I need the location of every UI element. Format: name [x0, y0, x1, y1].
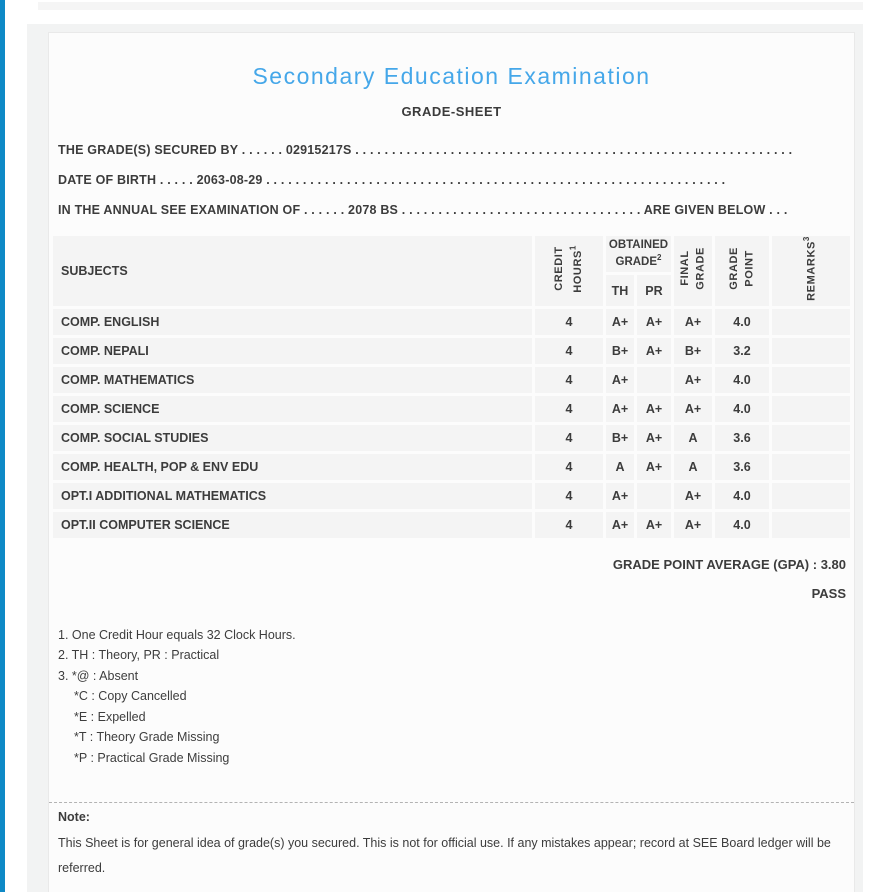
remarks-cell	[772, 338, 850, 364]
note-text: This Sheet is for general idea of grade(s) you secured. This is not for official use. If any mistakes appear; record at SEE Board ledger will be referred.	[58, 836, 831, 876]
credit-hours-cell: 4	[535, 396, 603, 422]
remarks-cell	[772, 367, 850, 393]
note-label: Note:	[58, 810, 90, 825]
remarks-cell	[772, 425, 850, 451]
col-header-grade-point	[715, 236, 769, 306]
content-panel	[27, 24, 863, 892]
table-row	[53, 512, 850, 538]
footnote-line: 2. TH : Theory, PR : Practical	[58, 648, 220, 663]
pr-grade-cell	[637, 483, 671, 509]
table-row	[53, 425, 850, 451]
subject-cell: COMP. NEPALI	[53, 338, 532, 364]
th-grade-cell: A+	[606, 309, 634, 335]
examination-line: IN THE ANNUAL SEE EXAMINATION OF . . . . . . 2078 BS . . . . . . . . . . . . . . . . . . . . . . . . . . . . . . . . . ARE GIVEN BELOW . . .	[58, 203, 788, 217]
col-header-remarks	[772, 236, 850, 306]
grade-point-cell: 4.0	[715, 396, 769, 422]
subject-cell: COMP. HEALTH, POP & ENV EDU	[53, 454, 532, 480]
gpa-line	[49, 557, 846, 572]
table-row	[53, 396, 850, 422]
top-band	[38, 2, 863, 10]
pr-grade-cell: A+	[637, 454, 671, 480]
student-info	[58, 135, 846, 225]
table-row	[53, 483, 850, 509]
gpa-label: GRADE POINT AVERAGE (GPA) :	[612, 556, 818, 572]
grades-table-body	[53, 309, 850, 538]
subject-cell: OPT.II COMPUTER SCIENCE	[53, 512, 532, 538]
col-header-credit-hours	[535, 236, 603, 306]
col-header-obtained-grade: OBTAINED GRADE$^2$	[606, 236, 671, 272]
final-grade-cell: A	[674, 454, 712, 480]
gpa-value: 3.80	[820, 556, 846, 572]
grades-table	[50, 233, 853, 541]
pr-grade-cell: A+	[637, 425, 671, 451]
result-status: PASS	[811, 585, 846, 601]
grade-point-cell: 4.0	[715, 309, 769, 335]
grade-point-vertical-label: GRADE POINT	[727, 247, 755, 290]
th-grade-cell: B+	[606, 338, 634, 364]
table-row	[53, 367, 850, 393]
footnote-line: *P : Practical Grade Missing	[74, 750, 230, 765]
credit-hours-cell: 4	[535, 454, 603, 480]
footnote-line: *E : Expelled	[74, 709, 146, 724]
pr-grade-cell: A+	[637, 338, 671, 364]
table-row	[53, 454, 850, 480]
pr-grade-cell: A+	[637, 309, 671, 335]
credit-hours-cell: 4	[535, 309, 603, 335]
subject-cell: COMP. MATHEMATICS	[53, 367, 532, 393]
left-accent-stripe	[0, 0, 5, 892]
table-row	[53, 338, 850, 364]
page-title: Secondary Education Examination	[252, 63, 651, 89]
footnote-line: 3. *@ : Absent	[58, 668, 139, 683]
grade-point-cell: 3.6	[715, 454, 769, 480]
grade-point-cell: 3.2	[715, 338, 769, 364]
footnote-line: *C : Copy Cancelled	[74, 689, 187, 704]
sheet-subtitle: GRADE-SHEET	[401, 104, 502, 119]
final-grade-cell: A+	[674, 309, 712, 335]
th-grade-cell: A+	[606, 483, 634, 509]
th-grade-cell: A+	[606, 512, 634, 538]
remarks-cell	[772, 396, 850, 422]
subject-cell: COMP. ENGLISH	[53, 309, 532, 335]
note-separator	[49, 802, 854, 803]
table-row	[53, 309, 850, 335]
col-header-th: TH	[606, 275, 634, 305]
subject-cell: OPT.I ADDITIONAL MATHEMATICS	[53, 483, 532, 509]
grade-point-cell: 4.0	[715, 367, 769, 393]
remarks-cell	[772, 309, 850, 335]
col-header-final-grade	[674, 236, 712, 306]
grade-point-cell: 4.0	[715, 483, 769, 509]
col-header-pr: PR	[637, 275, 671, 305]
credit-hours-cell: 4	[535, 367, 603, 393]
credit-hours-vertical-label: CREDIT HOURS$^1$	[552, 244, 584, 293]
remarks-vertical-label: REMARKS$^3$	[802, 236, 819, 301]
footnote-line: *T : Theory Grade Missing	[74, 730, 220, 745]
final-grade-cell: A+	[674, 396, 712, 422]
credit-hours-cell: 4	[535, 483, 603, 509]
final-grade-cell: A+	[674, 512, 712, 538]
footnote-line: 1. One Credit Hour equals 32 Clock Hours.	[58, 627, 296, 642]
th-grade-cell: B+	[606, 425, 634, 451]
footnotes	[58, 625, 854, 769]
remarks-cell	[772, 512, 850, 538]
credit-hours-cell: 4	[535, 338, 603, 364]
col-header-subjects: SUBJECTS	[53, 236, 532, 306]
grade-point-cell: 4.0	[715, 512, 769, 538]
final-grade-cell: A+	[674, 367, 712, 393]
secured-by-line: THE GRADE(S) SECURED BY . . . . . . 02915217S . . . . . . . . . . . . . . . . . . . . . . . . . . . . . . . . . . . . . . . . . . . . . . . . . . . . . . . . . . . .	[58, 143, 793, 157]
credit-hours-cell: 4	[535, 512, 603, 538]
th-grade-cell: A+	[606, 396, 634, 422]
final-grade-cell: B+	[674, 338, 712, 364]
subject-cell: COMP. SOCIAL STUDIES	[53, 425, 532, 451]
remarks-cell	[772, 454, 850, 480]
subject-cell: COMP. SCIENCE	[53, 396, 532, 422]
grades-table-header	[53, 236, 850, 306]
final-grade-cell: A	[674, 425, 712, 451]
th-grade-cell: A+	[606, 367, 634, 393]
grade-point-cell: 3.6	[715, 425, 769, 451]
pr-grade-cell: A+	[637, 396, 671, 422]
pr-grade-cell	[637, 367, 671, 393]
date-of-birth-line: DATE OF BIRTH . . . . . 2063-08-29 . . . . . . . . . . . . . . . . . . . . . . . . . . . . . . . . . . . . . . . . . . . . . . . . . . . . . . . . . . . . . . .	[58, 173, 726, 187]
pr-grade-cell: A+	[637, 512, 671, 538]
grade-sheet-card	[48, 32, 855, 892]
th-grade-cell: A	[606, 454, 634, 480]
credit-hours-cell: 4	[535, 425, 603, 451]
remarks-cell	[772, 483, 850, 509]
final-grade-vertical-label: FINAL GRADE	[678, 247, 706, 290]
final-grade-cell: A+	[674, 483, 712, 509]
